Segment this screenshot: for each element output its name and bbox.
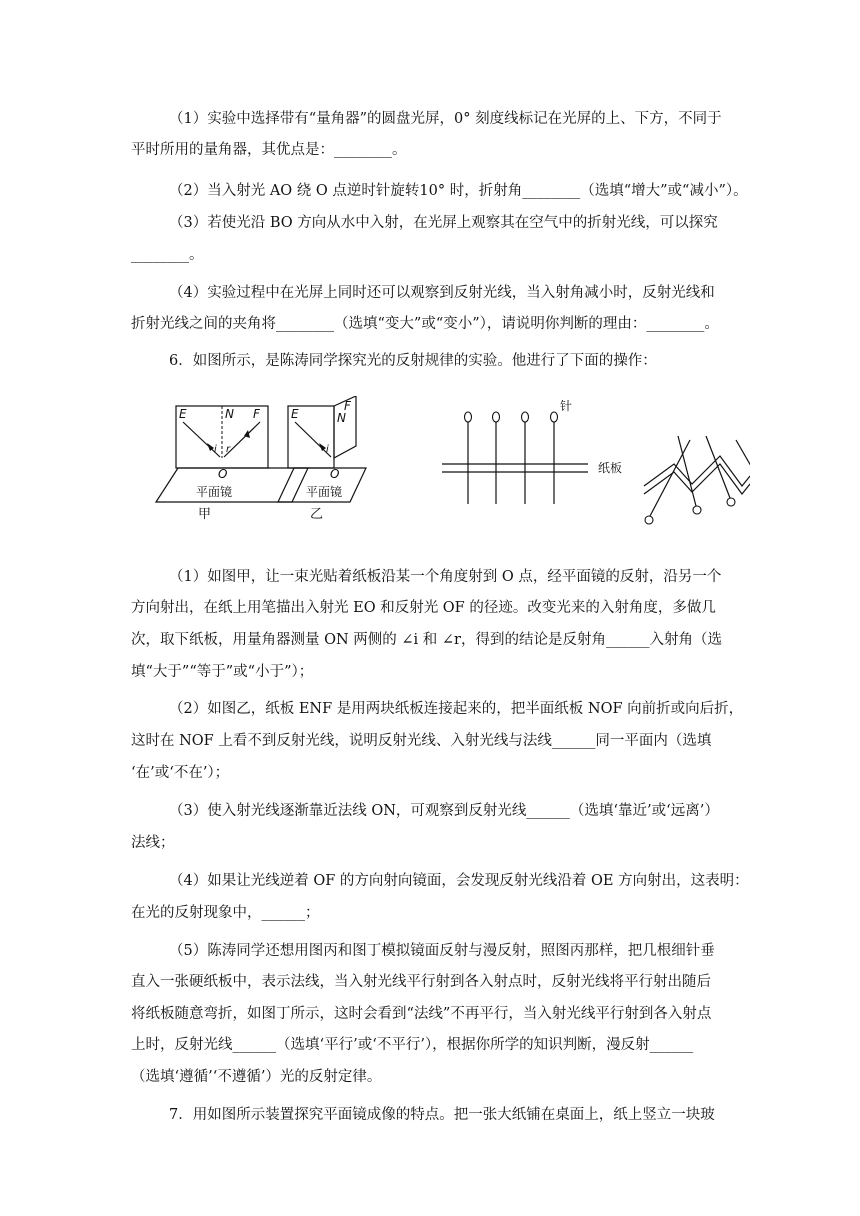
- figure-bing: [442, 398, 622, 504]
- text-line: 这时在 NOF 上看不到反射光线，说明反射光线、入射光线与法线______同一平面内（选填: [131, 733, 712, 749]
- text-line: （3）使入射光线逐渐靠近法线 ON，可观察到反射光线______（选填‘靠近’或‘远离’）: [169, 803, 719, 819]
- label-F: F: [253, 407, 260, 421]
- label-F: F: [344, 399, 351, 413]
- label-i: i: [214, 444, 217, 455]
- text-line: 方向射出，在纸上用笔描出入射光 EO 和反射光 OF 的径迹。改变光来的入射角度，多做几: [131, 600, 716, 616]
- text-line: （1）如图甲，让一束光贴着纸板沿某一个角度射到 O 点，经平面镜的反射，沿另一个: [169, 569, 722, 585]
- text-line: 折射光线之间的夹角将________（选填“变大”或“变小”），请说明你判断的理由：________。: [131, 316, 719, 332]
- text-line: （2）如图乙，纸板 ENF 是用两块纸板连接起来的，把半面纸板 NOF 向前折或向后折，: [169, 701, 744, 717]
- label-needle: 针: [560, 399, 573, 413]
- needle-head: [645, 516, 653, 524]
- text-line: （2）当入射光 AO 绕 O 点逆时针旋转10° 时，折射角________（选填“增大”或“减小”）。: [169, 183, 748, 199]
- label-board: 纸板: [598, 461, 623, 475]
- bent-board-upper: [644, 456, 750, 486]
- needle: [650, 440, 690, 516]
- text-line: （4）如果让光线逆着 OF 的方向射向镜面，会发现反射光线沿着 OE 方向射出，这表明：: [169, 873, 749, 889]
- text-line: （1）实验中选择带有“量角器”的圆盘光屏，0° 刻度线标记在光屏的上、下方，不同于: [169, 111, 722, 127]
- text-line: （5）陈涛同学还想用图丙和图丁模拟镜面反射与漫反射，照图丙那样，把几根细针垂: [169, 943, 715, 959]
- label-i: i: [326, 444, 329, 455]
- question-7-stem: 7．用如图所示装置探究平面镜成像的特点。把一张大纸铺在桌面上，纸上竖立一块玻: [169, 1107, 715, 1123]
- figure-ding: [644, 436, 750, 524]
- needle-head: [493, 412, 500, 422]
- needle-head: [727, 498, 735, 506]
- figure-label-yi: 乙: [310, 507, 324, 522]
- reflection-experiment-figure: [130, 396, 750, 536]
- text-line: （3）若使光沿 BO 方向从水中入射，在光屏上观察其在空气中的折射光线，可以探究: [169, 215, 718, 231]
- needle-head: [465, 412, 472, 422]
- label-N: N: [225, 407, 234, 421]
- question-6-stem: 6．如图所示，是陈涛同学探究光的反射规律的实验。他进行了下面的操作：: [169, 353, 657, 369]
- text-line: 平时所用的量角器，其优点是：________。: [131, 142, 407, 158]
- label-N: N: [337, 411, 346, 425]
- needle-head: [551, 412, 558, 422]
- text-line: 直入一张硬纸板中，表示法线，当入射光线平行射到各入射点时，反射光线将平行射出随后: [131, 974, 711, 990]
- text-line: 上时，反射光线______（选填‘平行’或‘不平行’），根据你所学的知识判断，漫反射______: [131, 1037, 694, 1053]
- figure-label-jia: 甲: [198, 507, 212, 522]
- label-O: O: [218, 467, 228, 481]
- label-mirror: 平面镜: [306, 485, 343, 499]
- needle-head: [693, 506, 701, 514]
- label-mirror: 平面镜: [196, 485, 233, 499]
- needle-head: [522, 412, 529, 422]
- text-line: 填“大于”“等于”或“小于”）；: [131, 664, 314, 680]
- label-O: O: [330, 467, 340, 481]
- text-line: ‘在’或‘不在’）；: [131, 765, 230, 781]
- text-line: （4）实验过程中在光屏上同时还可以观察到反射光线，当入射角减小时，反射光线和: [169, 285, 715, 301]
- figure-yi: [278, 396, 366, 522]
- label-r: r: [226, 444, 231, 455]
- text-line: 将纸板随意弯折，如图丁所示，这时会看到“法线”不再平行，当入射光线平行射到各入射点: [131, 1006, 712, 1022]
- text-line: 在光的反射现象中，______；: [131, 905, 320, 921]
- text-line: ________。: [131, 247, 204, 263]
- figure-jia: [156, 406, 308, 522]
- label-E: E: [291, 407, 299, 421]
- text-line: 次，取下纸板，用量角器测量 ON 两侧的 ∠i 和 ∠r，得到的结论是反射角______入射角（选: [131, 632, 722, 648]
- text-line: 法线；: [131, 835, 175, 851]
- label-E: E: [179, 407, 187, 421]
- text-line: （选填‘遵循’‘不遵循’）光的反射定律。: [131, 1069, 382, 1085]
